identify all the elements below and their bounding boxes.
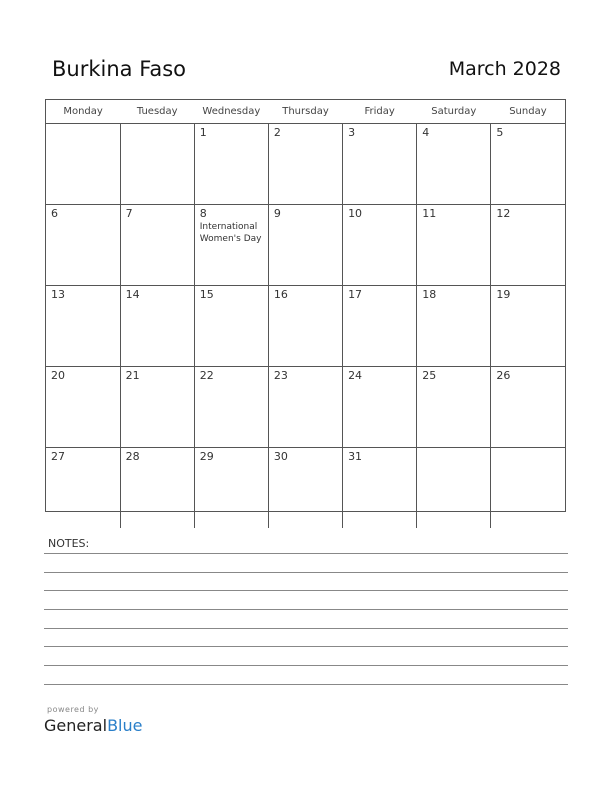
day-cell[interactable] [491,124,565,205]
week-row [46,367,565,448]
day-number: 30 [273,450,288,463]
day-number: 26 [496,369,511,382]
day-number: 13 [51,288,65,301]
day-number: 23 [273,369,288,382]
holiday-event: International Women's Day [199,222,262,244]
day-cell[interactable] [120,205,194,286]
day-cell[interactable] [194,205,268,286]
day-number: 15 [199,288,214,301]
note-line[interactable] [44,646,568,647]
day-cell[interactable] [268,367,342,448]
day-number: 5 [496,126,504,139]
week-row [46,124,565,205]
day-cell[interactable] [417,124,491,205]
day-cell[interactable] [343,205,417,286]
weekday-sunday: Sunday [491,100,565,124]
day-cell[interactable] [268,286,342,367]
day-number: 25 [422,369,437,382]
day-number: 20 [51,369,65,382]
day-cell[interactable] [194,286,268,367]
day-number: 21 [125,369,140,382]
day-cell[interactable] [46,448,120,529]
day-cell[interactable] [194,124,268,205]
notes-label: NOTES: [48,537,90,550]
day-number: 9 [273,207,281,220]
day-cell[interactable] [417,448,491,529]
week-row [46,286,565,367]
day-number: 29 [199,450,214,463]
day-number: 11 [422,207,437,220]
day-number: 18 [422,288,437,301]
day-cell[interactable] [46,286,120,367]
day-number: 12 [496,207,511,220]
note-line[interactable] [44,684,568,685]
day-cell[interactable] [268,124,342,205]
note-line[interactable] [44,609,568,610]
day-number: 24 [348,369,363,382]
week-row [46,205,565,286]
note-line[interactable] [44,665,568,666]
day-cell[interactable] [417,286,491,367]
weekday-friday: Friday [343,100,417,124]
note-line[interactable] [44,572,568,573]
day-cell[interactable] [120,124,194,205]
day-cell[interactable] [343,124,417,205]
day-number: 1 [199,126,207,139]
day-number: 17 [348,288,363,301]
generalblue-logo[interactable] [44,716,142,735]
day-number: 14 [125,288,140,301]
day-cell[interactable] [120,286,194,367]
day-number: 10 [348,207,363,220]
day-number: 8 [199,207,207,220]
day-cell[interactable] [268,448,342,529]
day-cell[interactable] [46,124,120,205]
note-line[interactable] [44,553,568,554]
day-number: 31 [348,450,363,463]
day-cell[interactable] [194,448,268,529]
day-number: 3 [348,126,356,139]
brand-blue: Blue [107,716,143,735]
day-number: 19 [496,288,511,301]
day-cell[interactable] [417,367,491,448]
day-cell[interactable] [120,448,194,529]
day-cell[interactable] [343,286,417,367]
weekday-monday: Monday [46,100,120,124]
day-cell[interactable] [194,367,268,448]
day-cell[interactable] [491,367,565,448]
note-line[interactable] [44,628,568,629]
day-cell[interactable] [417,205,491,286]
calendar-grid [45,99,566,512]
country-title: Burkina Faso [52,57,187,81]
day-number: 22 [199,369,214,382]
weekday-wednesday: Wednesday [194,100,268,124]
day-number: 28 [125,450,140,463]
day-number: 2 [273,126,281,139]
day-number: 7 [125,207,133,220]
weekday-saturday: Saturday [417,100,491,124]
day-number: 16 [273,288,288,301]
note-line[interactable] [44,590,568,591]
day-cell[interactable] [120,367,194,448]
day-cell[interactable] [491,448,565,529]
day-cell[interactable] [491,286,565,367]
weekday-header-row [46,100,565,124]
day-cell[interactable] [343,367,417,448]
day-number: 27 [51,450,65,463]
day-cell[interactable] [268,205,342,286]
brand-general: General [44,716,108,735]
month-title: March 2028 [448,58,561,80]
week-row [46,448,565,529]
day-cell[interactable] [491,205,565,286]
day-cell[interactable] [46,367,120,448]
day-number: 6 [51,207,58,220]
day-number: 4 [422,126,430,139]
weekday-tuesday: Tuesday [120,100,194,124]
powered-by-text: powered by [47,705,99,714]
weekday-thursday: Thursday [268,100,342,124]
day-cell[interactable] [46,205,120,286]
day-cell[interactable] [343,448,417,529]
